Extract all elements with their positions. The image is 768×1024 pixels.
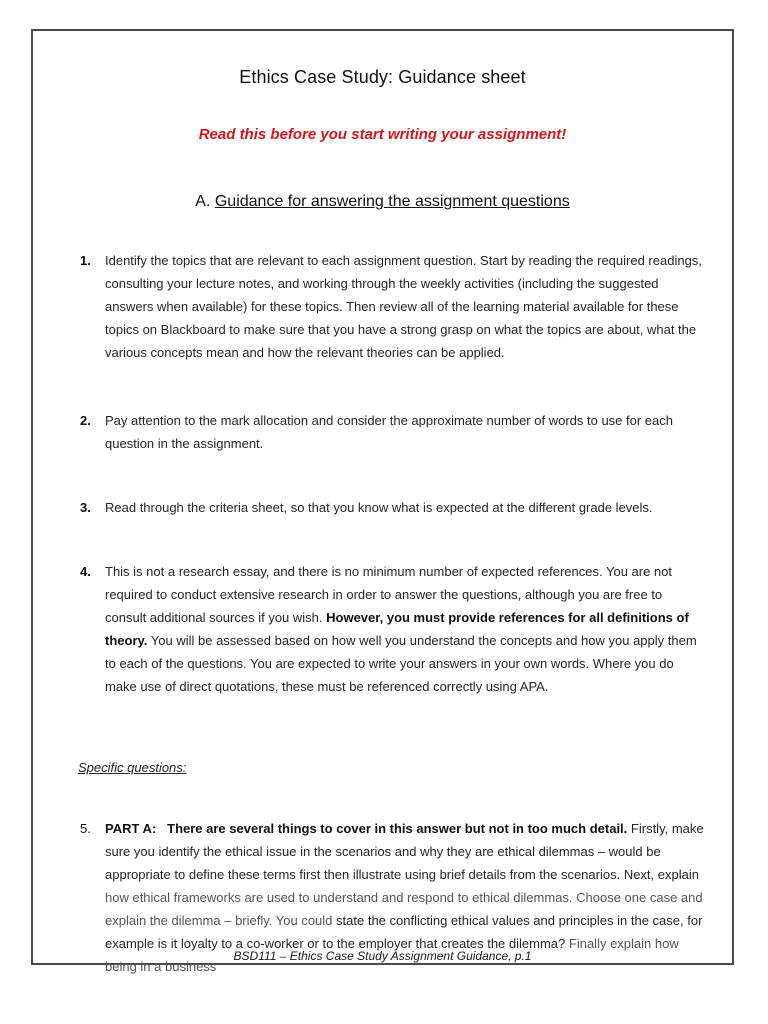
guidance-item-4 — [80, 560, 705, 698]
part-a-text-3: state the conflicting ethical values and principles in the case, for example is it loyalty to a co-worker or to the employer that creates the dilemma? — [105, 913, 703, 951]
item-number: 3. — [80, 500, 91, 515]
part-a-text-2: how ethical frameworks are used to understand and respond to ethical dilemmas. Choose one case and explain the dilemma – briefly. You could — [105, 890, 703, 928]
guidance-item-3 — [80, 496, 705, 519]
item-text: Pay attention to the mark allocation and consider the approximate number of words to use for each question in the assignment. — [105, 413, 673, 451]
guidance-item-1 — [80, 249, 705, 364]
section-a-prefix: A. — [195, 193, 211, 210]
section-a-heading — [33, 193, 732, 211]
item-text: Read through the criteria sheet, so that you know what is expected at the different grade levels. — [105, 500, 653, 515]
part-a-emphasis: There are several things to cover in this answer but not in too much detail. — [167, 821, 628, 836]
part-a-text-1: Firstly, make sure you identify the ethical issue in the scenarios and why they are ethical dilemmas – would be appropriate to define these terms first then illustrate using brief details from the scenarios. Next, explain — [105, 821, 704, 882]
section-a-title: Guidance for answering the assignment questions — [214, 193, 570, 210]
page-footer: BSD111 – Ethics Case Study Assignment Guidance, p.1 — [233, 949, 532, 963]
specific-questions-label: Specific questions: — [78, 760, 187, 775]
warning-subtitle: Read this before you start writing your assignment! — [198, 126, 567, 143]
guidance-item-2 — [80, 409, 705, 455]
part-a-label: PART A: — [105, 821, 157, 836]
item-number: 1. — [80, 253, 91, 268]
item-number: 5. — [80, 821, 91, 836]
document-page — [31, 29, 734, 974]
item-text-before: This is not a research essay, and there is no minimum number of expected references. You are not required to conduct extensive research in order to answer the questions, although you are free to consult additional sources if you wish. — [105, 564, 673, 625]
item-text-emphasis: However, you must provide references for all definitions of theory. — [105, 610, 689, 648]
item-number: 2. — [80, 413, 91, 428]
part-a-text-4: Finally explain how being in a business — [105, 936, 679, 974]
item-number: 4. — [80, 564, 91, 579]
item-text — [105, 560, 705, 698]
item-text-after: You will be assessed based on how well you understand the concepts and how you apply them to each of the questions. You are expected to write your answers in your own words. Where you do make use of direct quotations, these must be referenced correctly using APA. — [105, 633, 697, 694]
document-title: Ethics Case Study: Guidance sheet — [239, 67, 526, 87]
item-text: Identify the topics that are relevant to each assignment question. Start by reading the required readings, consulting your lecture notes, and working through the weekly activities (including the suggested answers when available) for these topics. Then review all of the learning material available for these topics on Blackboard to make sure that you have a strong grasp on what the topics are about, what the various concepts mean and how the relevant theories can be applied. — [105, 253, 702, 360]
